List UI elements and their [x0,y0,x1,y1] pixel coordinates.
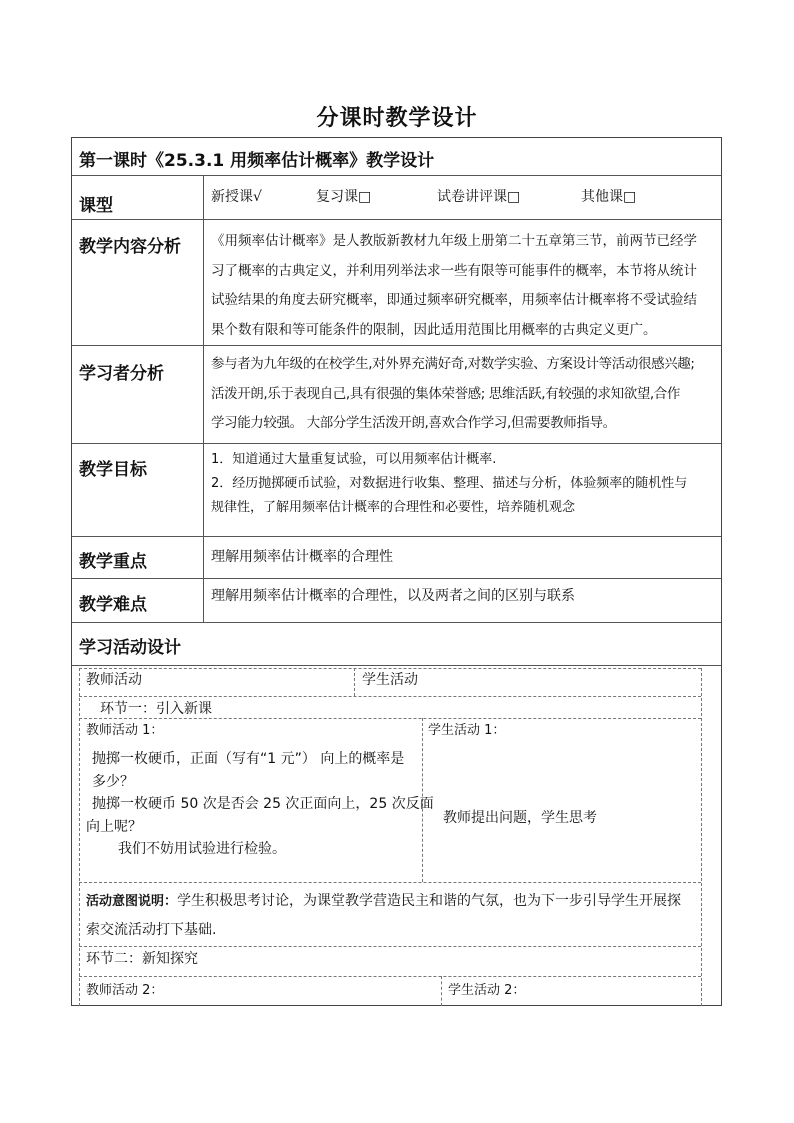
difficulty-text: 理解用频率估计概率的合理性，以及两者之间的区别与联系 [211,588,575,604]
teacher-activity-1-text [86,748,434,861]
activity-dashed-line [79,976,701,977]
activity-dashed-line [79,696,701,697]
teacher-1-line: 向上呢？ [86,818,142,835]
student-activity-header: 学生活动 [362,672,418,688]
teacher-1-line: 抛掷一枚硬币，正面（写有“1 元”） 向上的概率是 [92,751,405,767]
goal-line: 2．经历抛掷硬币试验，对数据进行收集、整理、描述与分析，体验频率的随机性与 [211,476,688,491]
type-label: 课型 [79,196,113,216]
difficulty-label: 教学难点 [79,595,147,615]
learner-analysis-text [211,350,695,439]
learner-line: 参与者为九年级的在校学生,对外界充满好奇,对数学实验、方案设计等活动很感兴趣; [211,356,695,372]
activity-dashed-divider [441,976,442,1006]
type-option-review: 复习课□ [316,189,372,205]
teaching-goals-label: 教学目标 [79,460,147,480]
type-option-exam: 试卷讲评课□ [437,189,521,205]
row-divider [72,665,721,666]
teacher-1-line: 抛掷一枚硬币 50 次是否会 25 次正面向上，25 次反面 [92,796,434,812]
teacher-1-line: 多少？ [92,773,134,790]
student-activity-2-title: 学生活动 2： [448,983,526,998]
learner-line: 学习能力较强。 大部分学生活泼开朗,喜欢合作学习,但需要教师指导。 [211,415,616,431]
learner-analysis-label: 学习者分析 [79,364,164,384]
teacher-activity-2-title: 教师活动 2： [86,983,164,998]
key-point-text: 理解用频率估计概率的合理性 [211,549,393,565]
key-point-label: 教学重点 [79,552,147,572]
content-analysis-label: 教学内容分析 [79,237,181,257]
content-line: 果个数有限和等可能条件的限制，因此适用范围比用概率的古典定义更广。 [211,321,657,338]
teacher-activity-header: 教师活动 [86,672,142,688]
column-divider [203,175,204,622]
type-option-other: 其他课□ [581,189,637,205]
row-divider [72,536,721,537]
teacher-1-line: 我们不妨用试验进行检验。 [118,841,286,857]
student-activity-1-title: 学生活动 1： [428,723,506,738]
teaching-goals-text [211,448,687,520]
activity-dashed-line [79,882,701,883]
page-title: 分课时教学设计 [316,106,478,131]
activity-intent-text: 学生积极思考讨论，为课堂教学营造民主和谐的气氛，也为下一步引导学生开展探 [177,893,682,909]
activity-intent-line-2: 索交流活动打下基础. [86,922,217,938]
row-divider [72,345,721,346]
stage-one-title: 环节一：引入新课 [100,701,212,717]
row-divider [72,443,721,444]
teacher-activity-1-title: 教师活动 1： [86,723,164,738]
activity-dashed-divider [354,668,355,696]
row-divider [72,219,721,220]
stage-two-title: 环节二：新知探究 [86,951,198,967]
type-option-new: 新授课√ [211,189,262,205]
content-line: 习了概率的古典定义，并利用列举法求一些有限等可能事件的概率，本节将从统计 [211,262,697,279]
activity-dashed-edge [701,668,702,1006]
content-line: 试验结果的角度去研究概率，即通过频率研究概率，用频率估计概率将不受试验结 [211,292,697,308]
row-divider [72,578,721,579]
content-line: 《用频率估计概率》是人教版新教材九年级上册第二十五章第三节，前两节已经学 [211,233,697,249]
row-divider [72,175,721,176]
activity-intent-label: 活动意图说明： [86,894,178,909]
row-divider [72,622,721,623]
goal-line: 1．知道通过大量重复试验，可以用频率估计概率. [211,452,497,467]
activity-dashed-edge [79,668,80,1006]
lesson-design-table [71,137,722,1006]
lesson-title: 第一课时《25.3.1 用频率估计概率》教学设计 [79,151,435,171]
activity-intent-line-1 [86,890,681,913]
learner-line: 活泼开朗,乐于表现自己,具有很强的集体荣誉感; 思维活跃,有较强的求知欲望,合作 [211,385,681,402]
content-analysis-text [211,227,697,345]
student-activity-1-text: 教师提出问题，学生思考 [443,810,597,826]
activity-dashed-line [79,946,701,947]
goal-line: 规律性，了解用频率估计概率的合理性和必要性，培养随机观念 [211,500,576,515]
activity-design-label: 学习活动设计 [79,638,181,658]
